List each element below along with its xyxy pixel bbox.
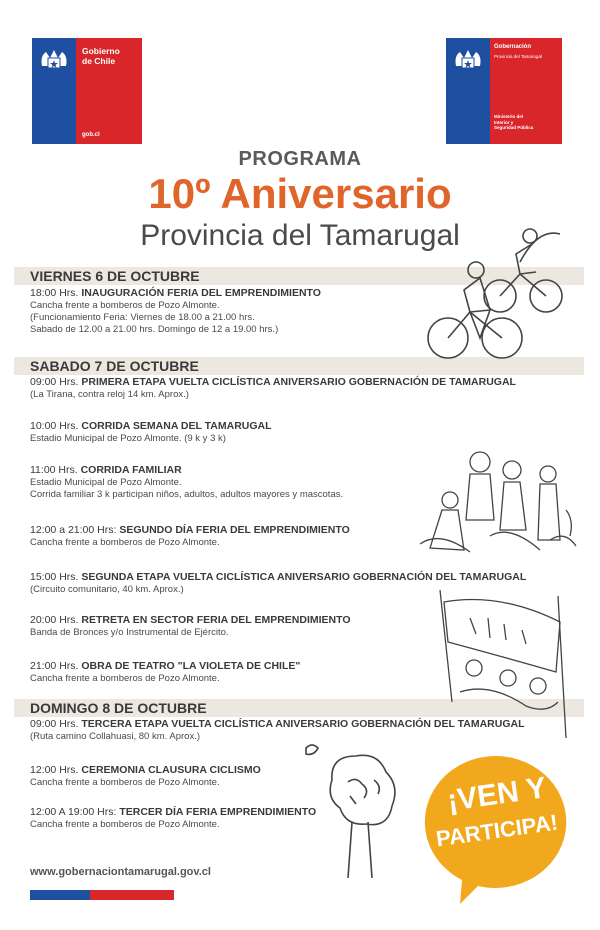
flag-stripe: [30, 890, 174, 900]
gobernacion-logo: [446, 38, 562, 144]
coat-of-arms-icon: [450, 44, 486, 74]
event-title: TERCERA ETAPA VUELTA CICLÍSTICA ANIVERSARIO GOBERNACIÓN DEL TAMARUGAL: [81, 718, 525, 730]
event-detail: Banda de Bronces y/o Instrumental de Ejército.: [30, 627, 229, 638]
event-detail: Estadio Municipal de Pozo Almonte. (9 k y 3 k): [30, 433, 226, 444]
flag-red: [90, 890, 174, 900]
event-detail: (Ruta camino Collahuasi, 80 km. Aprox.): [30, 731, 201, 742]
event-title: INAUGURACIÓN FERIA DEL EMPRENDIMIENTO: [81, 287, 321, 299]
event-time: 12:00 Hrs.: [30, 764, 79, 776]
event-title: SEGUNDA ETAPA VUELTA CICLÍSTICA ANIVERSARIO GOBERNACIÓN DEL TAMARUGAL: [81, 571, 527, 583]
logo-right-line3c: Seguridad Pública: [494, 125, 534, 130]
event-item: [30, 376, 550, 401]
day-label-sabado: SABADO 7 DE OCTUBRE: [30, 358, 199, 374]
gobierno-de-chile-logo: [32, 38, 142, 144]
logo-red-band: [490, 38, 562, 144]
logo-right-line1b: Provincia del Tamarugal: [494, 54, 542, 59]
coat-of-arms-icon: [36, 44, 72, 74]
event-time: 15:00 Hrs.: [30, 571, 79, 583]
badge-line2: PARTICIPA!: [434, 809, 560, 852]
tamarugo-tree-drawing: [290, 742, 400, 882]
event-detail: Cancha frente a bomberos de Pozo Almonte.: [30, 537, 220, 548]
cyclists-drawing: [420, 214, 570, 364]
event-detail: Sabado de 12.00 a 21.00 hrs. Domingo de 12 a 19.00 hrs.): [30, 324, 279, 335]
event-detail: (La Tirana, contra reloj 14 km. Aprox.): [30, 389, 189, 400]
logo-blue-band: [446, 38, 490, 144]
event-title: CORRIDA SEMANA DEL TAMARUGAL: [81, 420, 272, 432]
event-time: 11:00 Hrs.: [30, 464, 78, 476]
event-title: CEREMONIA CLAUSURA CICLISMO: [81, 764, 261, 776]
logo-left-line1: Gobierno: [82, 46, 120, 56]
website-link[interactable]: www.gobernaciontamarugal.gov.cl: [30, 866, 211, 878]
event-detail: Corrida familiar 3 k participan niños, adultos, adultos mayores y mascotas.: [30, 489, 344, 500]
logo-left-site: gob.cl: [82, 132, 100, 138]
day-label-domingo: DOMINGO 8 DE OCTUBRE: [30, 700, 207, 716]
banner-band-drawing: [430, 582, 580, 742]
logo-left-line2: de Chile: [82, 56, 116, 66]
event-title: CORRIDA FAMILIAR: [80, 464, 182, 476]
event-detail: Cancha frente a bomberos de Pozo Almonte.: [30, 819, 220, 830]
event-detail: (Circuito comunitario, 40 km. Aprox.): [30, 584, 184, 595]
ven-y-participa-badge: [418, 748, 576, 906]
event-time: 09:00 Hrs.: [30, 718, 79, 730]
event-title: TERCER DÍA FERIA EMPRENDIMIENTO: [119, 806, 317, 818]
provincia-title: Provincia del Tamarugal: [140, 219, 460, 252]
logo-right-line3a: Ministerio del: [494, 114, 524, 119]
event-time: 20:00 Hrs.: [30, 614, 79, 626]
event-time: 12:00 a 21:00 Hrs:: [30, 524, 117, 536]
event-title: OBRA DE TEATRO "LA VIOLETA DE CHILE": [81, 660, 301, 672]
family-runners-drawing: [400, 440, 580, 560]
programa-heading: PROGRAMA: [238, 148, 362, 170]
logo-red-band: [76, 38, 142, 144]
event-time: 18:00 Hrs.: [30, 287, 79, 299]
event-detail: Cancha frente a bomberos de Pozo Almonte.: [30, 673, 220, 684]
event-detail: Cancha frente a bomberos de Pozo Almonte.: [30, 300, 220, 311]
event-title: PRIMERA ETAPA VUELTA CICLÍSTICA ANIVERSARIO GOBERNACIÓN DE TAMARUGAL: [81, 376, 516, 388]
event-detail: Estadio Municipal de Pozo Almonte.: [30, 477, 182, 488]
event-title: RETRETA EN SECTOR FERIA DEL EMPRENDIMIENTO: [81, 614, 351, 626]
event-time: 21:00 Hrs.: [30, 660, 79, 672]
event-time: 09:00 Hrs.: [30, 376, 79, 388]
event-time: 12:00 A 19:00 Hrs:: [30, 806, 117, 818]
logo-blue-band: [32, 38, 76, 144]
aniversario-title: 10º Aniversario: [148, 170, 452, 217]
event-title: SEGUNDO DÍA FERIA DEL EMPRENDIMIENTO: [119, 524, 350, 536]
logo-right-line3b: Interior y: [494, 119, 514, 125]
logo-right-line1: Gobernación: [494, 44, 532, 50]
event-detail: (Funcionamiento Feria: Viernes de 18.00 a 21.00 hrs.: [30, 312, 255, 323]
day-label-viernes: VIERNES 6 DE OCTUBRE: [30, 268, 200, 284]
event-detail: Cancha frente a bomberos de Pozo Almonte.: [30, 777, 220, 788]
event-time: 10:00 Hrs.: [30, 420, 79, 432]
badge-line1: ¡VEN Y: [445, 771, 549, 818]
flag-blue: [30, 890, 90, 900]
